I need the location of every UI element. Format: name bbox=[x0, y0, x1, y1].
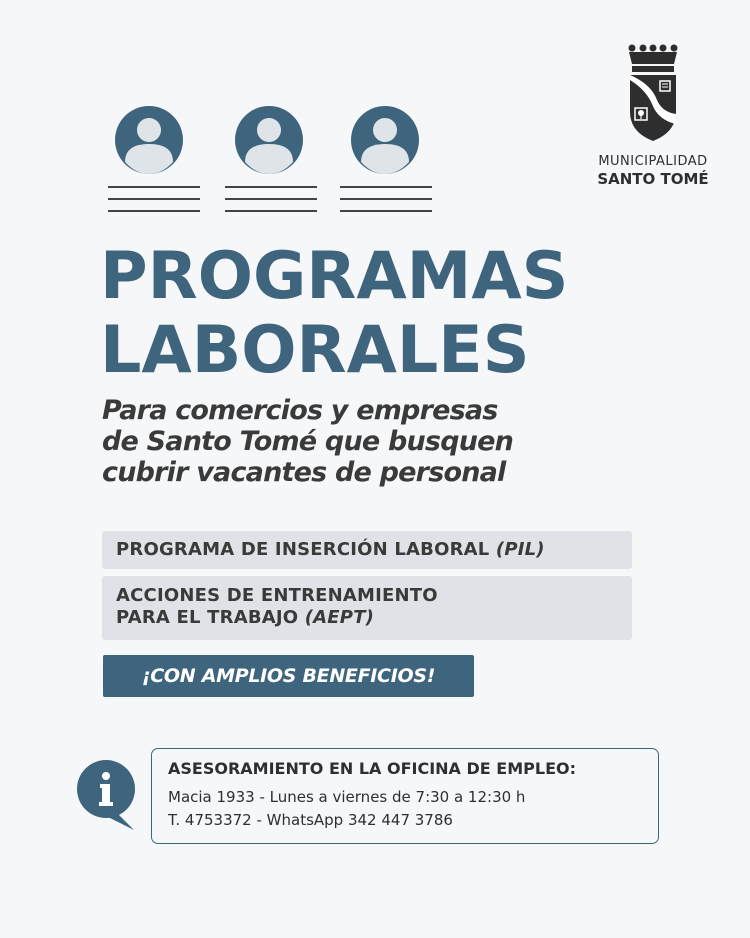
page-title bbox=[100, 240, 568, 388]
logo-text-municipalidad: MUNICIPALIDAD bbox=[598, 154, 708, 169]
avatar-card-1 bbox=[108, 104, 200, 222]
text-lines bbox=[108, 186, 200, 212]
title-line-1: PROGRAMAS bbox=[100, 239, 569, 314]
subtitle bbox=[102, 395, 513, 488]
info-contact: T. 4753372 - WhatsApp 342 447 3786 bbox=[168, 811, 453, 829]
info-icon bbox=[76, 758, 138, 832]
benefits-banner bbox=[103, 655, 474, 697]
info-title: ASESORAMIENTO EN LA OFICINA DE EMPLEO: bbox=[168, 759, 576, 778]
benefits-text: ¡CON AMPLIOS BENEFICIOS! bbox=[141, 665, 436, 687]
subtitle-line-1: Para comercios y empresas bbox=[102, 395, 498, 426]
user-icon bbox=[108, 104, 200, 176]
title-line-2: LABORALES bbox=[100, 313, 530, 388]
info-address: Macia 1933 - Lunes a viernes de 7:30 a 12:30 h bbox=[168, 788, 526, 806]
program-pil-label: PROGRAMA DE INSERCIÓN LABORAL bbox=[116, 539, 496, 560]
avatar-card-2 bbox=[225, 104, 317, 222]
user-icon bbox=[225, 104, 317, 176]
text-lines bbox=[225, 186, 317, 212]
program-aept bbox=[102, 576, 632, 640]
coat-of-arms-icon bbox=[626, 42, 680, 142]
program-aept-abbr: (AEPT) bbox=[304, 607, 375, 628]
user-icon bbox=[340, 104, 432, 176]
subtitle-line-3: cubrir vacantes de personal bbox=[102, 457, 506, 488]
municipality-logo bbox=[588, 42, 718, 188]
subtitle-line-2: de Santo Tomé que busquen bbox=[102, 426, 514, 457]
text-lines bbox=[340, 186, 432, 212]
program-pil-abbr: (PIL) bbox=[495, 539, 545, 560]
avatar-card-3 bbox=[340, 104, 432, 222]
program-pil bbox=[102, 531, 632, 569]
logo-text-santo-tome: SANTO TOMÉ bbox=[597, 170, 709, 188]
program-aept-line-2: PARA EL TRABAJO bbox=[116, 607, 305, 628]
program-aept-line-1: ACCIONES DE ENTRENAMIENTO bbox=[116, 585, 438, 606]
info-box bbox=[151, 748, 659, 844]
